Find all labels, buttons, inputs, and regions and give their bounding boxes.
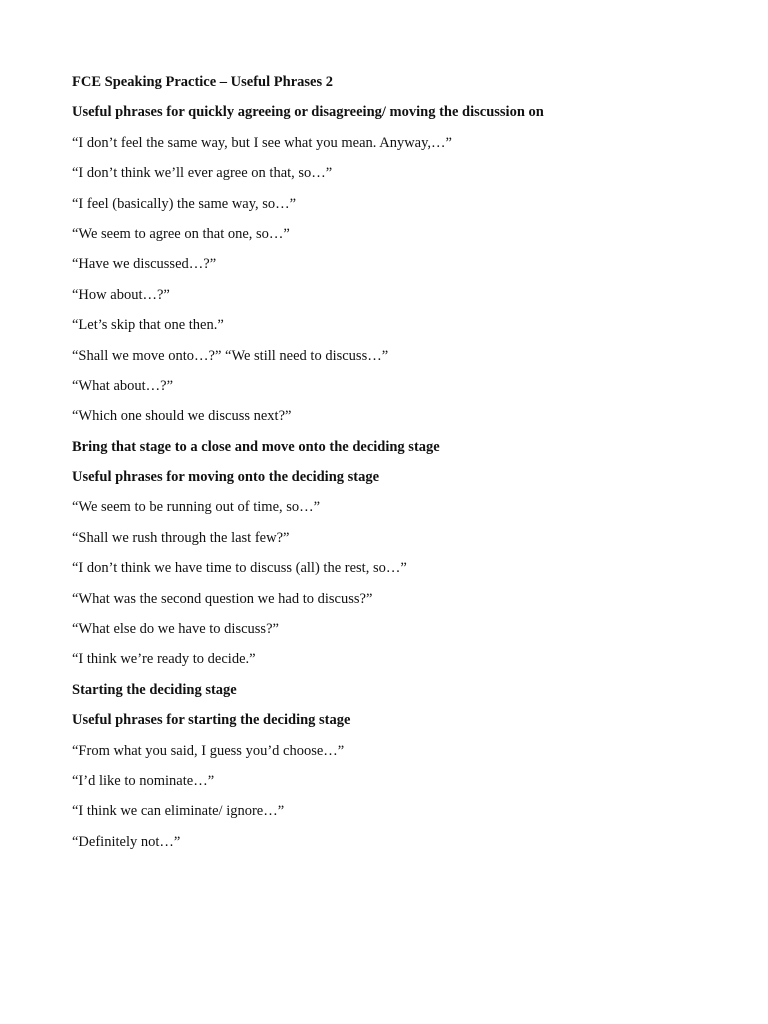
phrase-line: “How about…?” — [72, 286, 170, 303]
phrase-line: “Let’s skip that one then.” — [72, 317, 224, 334]
phrase-line: “Shall we move onto…?” “We still need to discuss…” — [72, 347, 389, 364]
phrase-line: “I don’t think we have time to discuss (all) the rest, so…” — [72, 560, 407, 577]
phrase-line: “Shall we rush through the last few?” — [72, 529, 290, 546]
phrase-line: “Have we discussed…?” — [72, 256, 217, 273]
phrase-line: “What else do we have to discuss?” — [72, 621, 279, 638]
phrase-line: “I feel (basically) the same way, so…” — [72, 195, 297, 212]
phrase-line: “I think we can eliminate/ ignore…” — [72, 803, 285, 820]
phrase-line: “I don’t think we’ll ever agree on that, so…” — [72, 165, 333, 182]
phrase-line: “I don’t feel the same way, but I see what you mean. Anyway,…” — [72, 134, 452, 151]
phrase-line: “I’d like to nominate…” — [72, 772, 215, 789]
document-page — [72, 72, 712, 862]
phrase-line: “What about…?” — [72, 377, 174, 394]
phrase-line: “Definitely not…” — [72, 833, 181, 850]
section-subheading: Useful phrases for moving onto the deciding stage — [72, 469, 380, 486]
phrase-line: “We seem to agree on that one, so…” — [72, 225, 290, 242]
section-heading: Bring that stage to a close and move onto the deciding stage — [72, 438, 440, 455]
phrase-line: “What was the second question we had to discuss?” — [72, 590, 373, 607]
section-heading: Useful phrases for quickly agreeing or disagreeing/ moving the discussion on — [72, 104, 544, 121]
phrase-line: “We seem to be running out of time, so…” — [72, 499, 321, 516]
phrase-line: “Which one should we discuss next?” — [72, 408, 292, 425]
section-heading: Starting the deciding stage — [72, 681, 237, 698]
section-subheading: Useful phrases for starting the deciding stage — [72, 712, 351, 729]
phrase-line: “I think we’re ready to decide.” — [72, 651, 256, 668]
phrase-line: “From what you said, I guess you’d choose…” — [72, 742, 345, 759]
document-title: FCE Speaking Practice – Useful Phrases 2 — [72, 74, 333, 90]
